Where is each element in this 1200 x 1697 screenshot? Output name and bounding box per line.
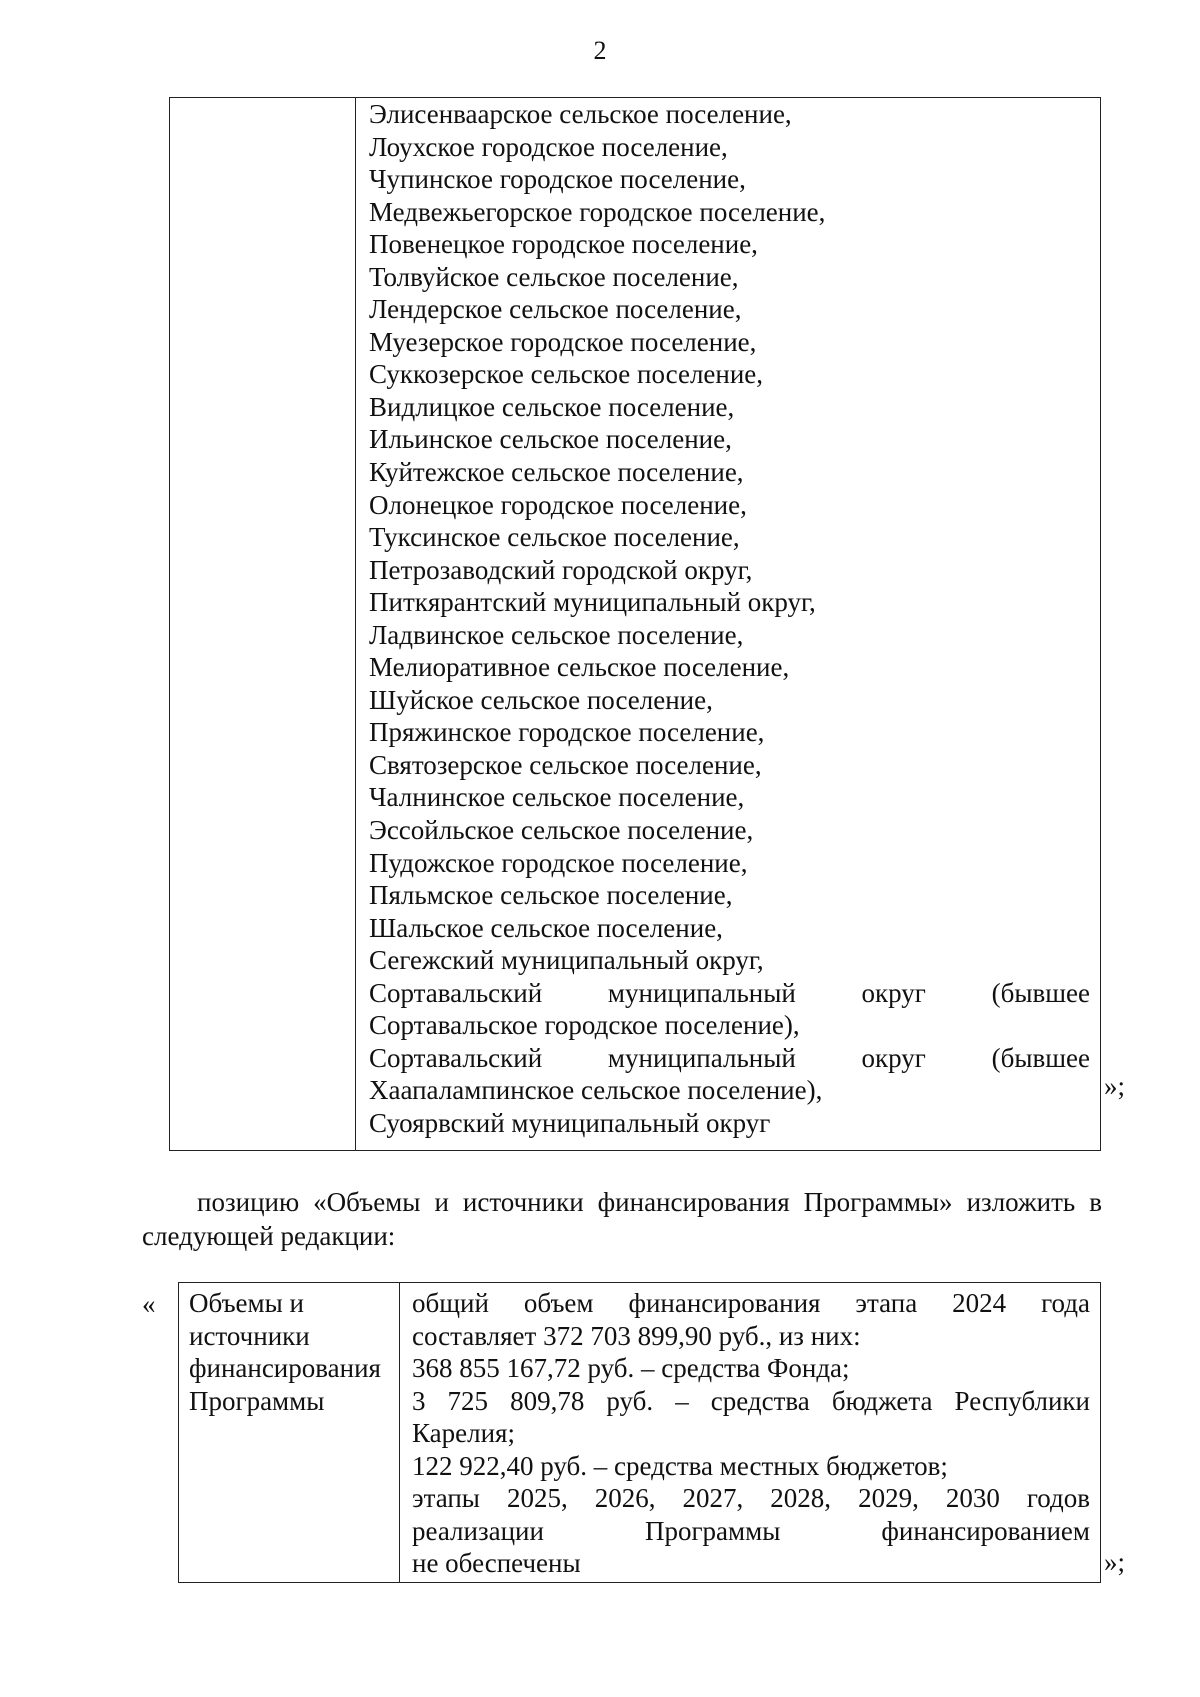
financing-value-cell [412, 1287, 1090, 1580]
settlements-table [169, 97, 1101, 1151]
page-number: 2 [593, 36, 607, 65]
label-line: источники [189, 1320, 310, 1351]
list-item: Толвуйское сельское поселение, [369, 261, 739, 292]
list-item: Питкярантский муниципальный округ, [369, 587, 816, 618]
list-item: Ладвинское сельское поселение, [369, 619, 744, 650]
table-column-divider [399, 1283, 400, 1582]
list-item: Сортавальский муниципальный округ (бывшее [369, 977, 1090, 1008]
label-line: Объемы и [189, 1288, 304, 1318]
list-item: Суккозерское сельское поселение, [369, 359, 764, 390]
financing-table [178, 1282, 1101, 1583]
value-line: Карелия; [412, 1418, 515, 1449]
list-item: Туксинское сельское поселение, [369, 522, 740, 553]
label-line: финансирования [189, 1353, 381, 1384]
financing-label-cell [189, 1287, 397, 1417]
paragraph-line: позицию «Объемы и источники финансирования Программы» изложить в [197, 1187, 1102, 1217]
value-line: реализации Программы финансированием [412, 1515, 1090, 1546]
opening-quote: « [142, 1289, 156, 1319]
list-item: Сортавальское городское поселение), [369, 1010, 800, 1041]
value-line: общий объем финансирования этапа 2024 года [412, 1288, 1090, 1318]
closing-quote: »; [1104, 1071, 1126, 1101]
list-item: Повенецкое городское поселение, [369, 229, 758, 260]
label-line: Программы [189, 1385, 325, 1416]
closing-quote: »; [1104, 1547, 1126, 1577]
list-item: Олонецкое городское поселение, [369, 489, 747, 520]
list-item: Чупинское городское поселение, [369, 164, 746, 195]
list-item: Видлицкое сельское поселение, [369, 391, 735, 422]
list-item: Лендерское сельское поселение, [369, 294, 742, 325]
value-line: 122 922,40 руб. – средства местных бюджетов; [412, 1450, 948, 1481]
table-column-divider [355, 98, 356, 1150]
list-item: Сортавальский муниципальный округ (бывшее [369, 1042, 1090, 1073]
list-item: Суоярвский муниципальный округ [369, 1107, 771, 1138]
instruction-paragraph [142, 1185, 1102, 1253]
list-item: Пряжинское городское поселение, [369, 717, 765, 748]
list-item: Пяльмское сельское поселение, [369, 880, 733, 911]
list-item: Петрозаводский городской округ, [369, 554, 753, 585]
list-item: Муезерское городское поселение, [369, 326, 757, 357]
list-item: Элисенваарское сельское поселение, [369, 99, 792, 129]
list-item: Куйтежское сельское поселение, [369, 457, 744, 488]
list-item: Эссойльское сельское поселение, [369, 815, 754, 846]
value-line: не обеспечены [412, 1548, 581, 1579]
value-line: 368 855 167,72 руб. – средства Фонда; [412, 1353, 850, 1384]
list-item: Лоухское городское поселение, [369, 131, 728, 162]
list-item: Чалнинское сельское поселение, [369, 782, 745, 813]
list-item: Шальское сельское поселение, [369, 912, 723, 943]
list-item: Медвежьегорское городское поселение, [369, 196, 826, 227]
list-item: Святозерское сельское поселение, [369, 749, 762, 780]
settlements-list [369, 98, 1090, 1140]
value-line: 3 725 809,78 руб. – средства бюджета Республики [412, 1385, 1090, 1416]
list-item: Мелиоративное сельское поселение, [369, 652, 790, 683]
list-item: Шуйское сельское поселение, [369, 684, 713, 715]
list-item: Сегежский муниципальный округ, [369, 945, 764, 976]
list-item: Хаапалампинское сельское поселение), [369, 1075, 823, 1106]
list-item: Пудожское городское поселение, [369, 847, 748, 878]
value-line: этапы 2025, 2026, 2027, 2028, 2029, 2030 годов [412, 1483, 1090, 1514]
list-item: Ильинское сельское поселение, [369, 424, 732, 455]
value-line: составляет 372 703 899,90 руб., из них: [412, 1320, 861, 1351]
paragraph-line: следующей редакции: [142, 1221, 396, 1251]
